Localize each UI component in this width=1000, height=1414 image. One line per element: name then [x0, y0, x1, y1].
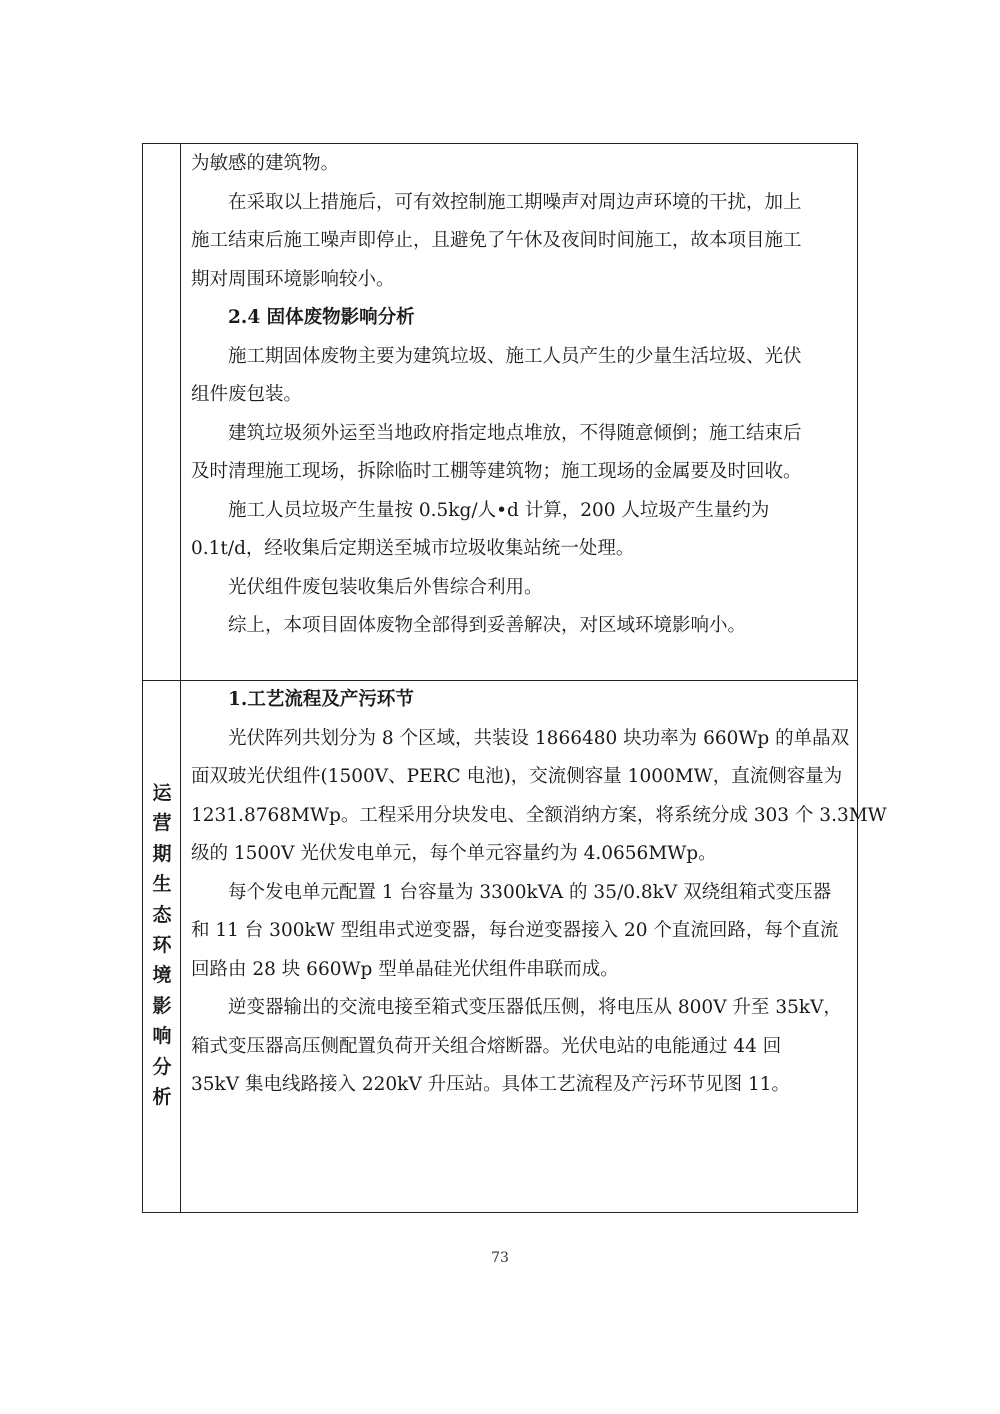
paragraph: 综上，本项目固体废物全部得到妥善解决，对区域环境影响小。: [228, 615, 747, 636]
table-row-operation-impact: [143, 680, 887, 1212]
label-char: 态: [152, 903, 172, 926]
label-char: 影: [152, 994, 172, 1017]
paragraph: 0.1t/d，经收集后定期送至城市垃圾收集站统一处理。: [191, 538, 635, 559]
paragraph: 施工期固体废物主要为建筑垃圾、施工人员产生的少量生活垃圾、光伏: [228, 345, 802, 367]
paragraph: 级的 1500V 光伏发电单元，每个单元容量约为 4.0656MWp。: [191, 843, 717, 864]
label-char: 响: [152, 1025, 172, 1048]
label-char: 运: [152, 782, 172, 804]
paragraph: 箱式变压器高压侧配置负荷开关组合熔断器。光伏电站的电能通过 44 回: [191, 1035, 782, 1057]
section-heading-solid-waste: 2.4 固体废物影响分析: [228, 307, 415, 328]
label-char: 营: [152, 812, 172, 835]
paragraph: 面双玻光伏组件(1500V、PERC 电池)，交流侧容量 1000MW，直流侧容量为: [191, 766, 843, 787]
paragraph: 逆变器输出的交流电接至箱式变压器低压侧，将电压从 800V 升至 35kV，: [228, 997, 842, 1018]
paragraph: 建筑垃圾须外运至当地政府指定地点堆放，不得随意倾倒；施工结束后: [228, 422, 802, 444]
row-label-cell-empty: [143, 144, 181, 680]
label-char: 环: [152, 934, 172, 957]
paragraph: 35kV 集电线路接入 220kV 升压站。具体工艺流程及产污环节见图 11。: [191, 1074, 791, 1095]
page-number: 73: [491, 1250, 509, 1266]
paragraph: 在采取以上措施后，可有效控制施工期噪声对周边声环境的干扰，加上: [228, 191, 802, 213]
paragraph: 1231.8768MWp。工程采用分块发电、全额消纳方案，将系统分成 303 个 3.3MW: [191, 804, 887, 826]
paragraph: 和 11 台 300kW 型组串式逆变器，每台逆变器接入 20 个直流回路，每个直流: [191, 920, 839, 941]
paragraph: 及时清理施工现场，拆除临时工棚等建筑物；施工现场的金属要及时回收。: [191, 461, 802, 482]
paragraph: 期对周围环境影响较小。: [191, 268, 395, 290]
paragraph: 回路由 28 块 660Wp 型单晶硅光伏组件串联而成。: [191, 958, 619, 980]
document-table: [142, 143, 887, 1213]
vertical-row-label: [143, 778, 181, 1112]
content-cell-construction: [181, 144, 857, 680]
label-char: 生: [152, 873, 172, 896]
paragraph: 施工人员垃圾产生量按 0.5kg/人•d 计算，200 人垃圾产生量约为: [228, 499, 770, 521]
paragraph: 每个发电单元配置 1 台容量为 3300kVA 的 35/0.8kV 双绕组箱式变压器: [228, 881, 832, 903]
paragraph: 光伏组件废包装收集后外售综合利用。: [228, 576, 543, 598]
label-char: 析: [152, 1086, 172, 1109]
table-row-construction-impact: [143, 144, 857, 681]
label-char: 分: [152, 1055, 172, 1078]
paragraph: 为敏感的建筑物。: [191, 153, 340, 174]
row-label-cell-operation: [143, 680, 181, 1212]
content-cell-operation: [181, 680, 887, 1212]
paragraph: 光伏阵列共划分为 8 个区域，共装设 1866480 块功率为 660Wp 的单晶双: [228, 727, 850, 749]
paragraph: 施工结束后施工噪声即停止，且避免了午休及夜间时间施工，故本项目施工: [191, 230, 802, 251]
section-heading-process-flow: 1.工艺流程及产污环节: [228, 689, 414, 710]
paragraph: 组件废包装。: [191, 384, 303, 405]
label-char: 期: [152, 842, 172, 865]
label-char: 境: [152, 964, 172, 987]
